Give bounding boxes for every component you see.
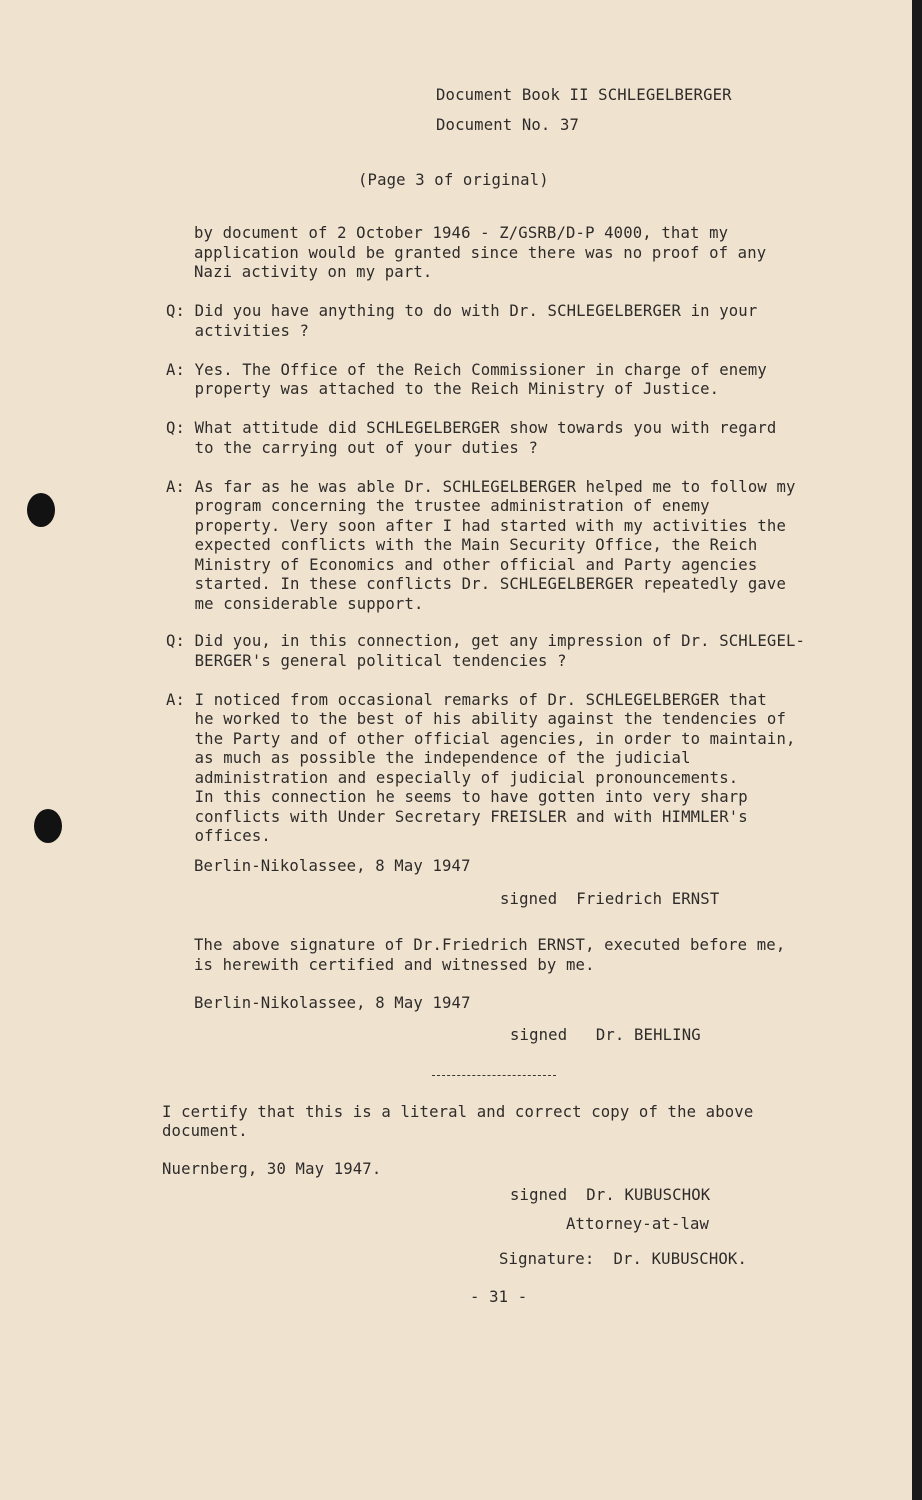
question-line: activities ? [166, 322, 310, 340]
question-line: Q: Did you have anything to do with Dr. SCHLEGELBERGER in your [166, 302, 758, 320]
separator-line [432, 1075, 556, 1076]
answer-line: conflicts with Under Secretary FREISLER and with HIMMLER's [166, 808, 748, 826]
question-line: to the carrying out of your duties ? [166, 439, 538, 457]
document-book-label: Document Book II SCHLEGELBERGER [436, 86, 732, 104]
answer-line: offices. [166, 827, 271, 845]
page-number: - 31 - [470, 1288, 528, 1306]
certify-line: document. [162, 1122, 248, 1140]
answer-line: property was attached to the Reich Ministry of Justice. [166, 380, 720, 398]
punch-hole [34, 809, 62, 843]
answer-line: program concerning the trustee administration of enemy [166, 497, 710, 515]
question-line: Q: What attitude did SCHLEGELBERGER show towards you with regard [166, 419, 777, 437]
answer-line: administration and especially of judicial pronouncements. [166, 769, 739, 787]
answer-line: expected conflicts with the Main Security Office, the Reich [166, 536, 758, 554]
document-number: Document No. 37 [436, 116, 580, 134]
answer-line: A: As far as he was able Dr. SCHLEGELBERGER helped me to follow my [166, 478, 796, 496]
answer-line: the Party and of other official agencies, in order to maintain, [166, 730, 796, 748]
answer-line: Ministry of Economics and other official and Party agencies [166, 556, 758, 574]
signature-line: signed Dr. KUBUSCHOK [510, 1186, 711, 1204]
answer-line: as much as possible the independence of the judicial [166, 749, 691, 767]
place-date: Berlin-Nikolassee, 8 May 1947 [194, 994, 471, 1012]
answer-line: In this connection he seems to have gotten into very sharp [166, 788, 748, 806]
punch-hole [27, 493, 55, 527]
place-date: Berlin-Nikolassee, 8 May 1947 [194, 857, 471, 875]
intro-line: Nazi activity on my part. [194, 263, 433, 281]
signature-line: signed Dr. BEHLING [510, 1026, 701, 1044]
answer-line: A: Yes. The Office of the Reich Commissioner in charge of enemy [166, 361, 767, 379]
witness-line: is herewith certified and witnessed by me. [194, 956, 595, 974]
question-line: Q: Did you, in this connection, get any impression of Dr. SCHLEGEL- [166, 632, 806, 650]
answer-line: he worked to the best of his ability against the tendencies of [166, 710, 786, 728]
certify-line: I certify that this is a literal and correct copy of the above [162, 1103, 754, 1121]
page-reference: (Page 3 of original) [358, 171, 549, 189]
answer-line: started. In these conflicts Dr. SCHLEGELBERGER repeatedly gave [166, 575, 786, 593]
question-line: BERGER's general political tendencies ? [166, 652, 567, 670]
intro-line: by document of 2 October 1946 - Z/GSRB/D-P 4000, that my [194, 224, 729, 242]
signature-line: Signature: Dr. KUBUSCHOK. [499, 1250, 747, 1268]
place-date: Nuernberg, 30 May 1947. [162, 1160, 382, 1178]
answer-line: property. Very soon after I had started with my activities the [166, 517, 786, 535]
attorney-title: Attorney-at-law [566, 1215, 710, 1233]
intro-line: application would be granted since there was no proof of any [194, 244, 767, 262]
answer-line: me considerable support. [166, 595, 424, 613]
witness-line: The above signature of Dr.Friedrich ERNST, executed before me, [194, 936, 786, 954]
answer-line: A: I noticed from occasional remarks of Dr. SCHLEGELBERGER that [166, 691, 767, 709]
signature-line: signed Friedrich ERNST [500, 890, 720, 908]
